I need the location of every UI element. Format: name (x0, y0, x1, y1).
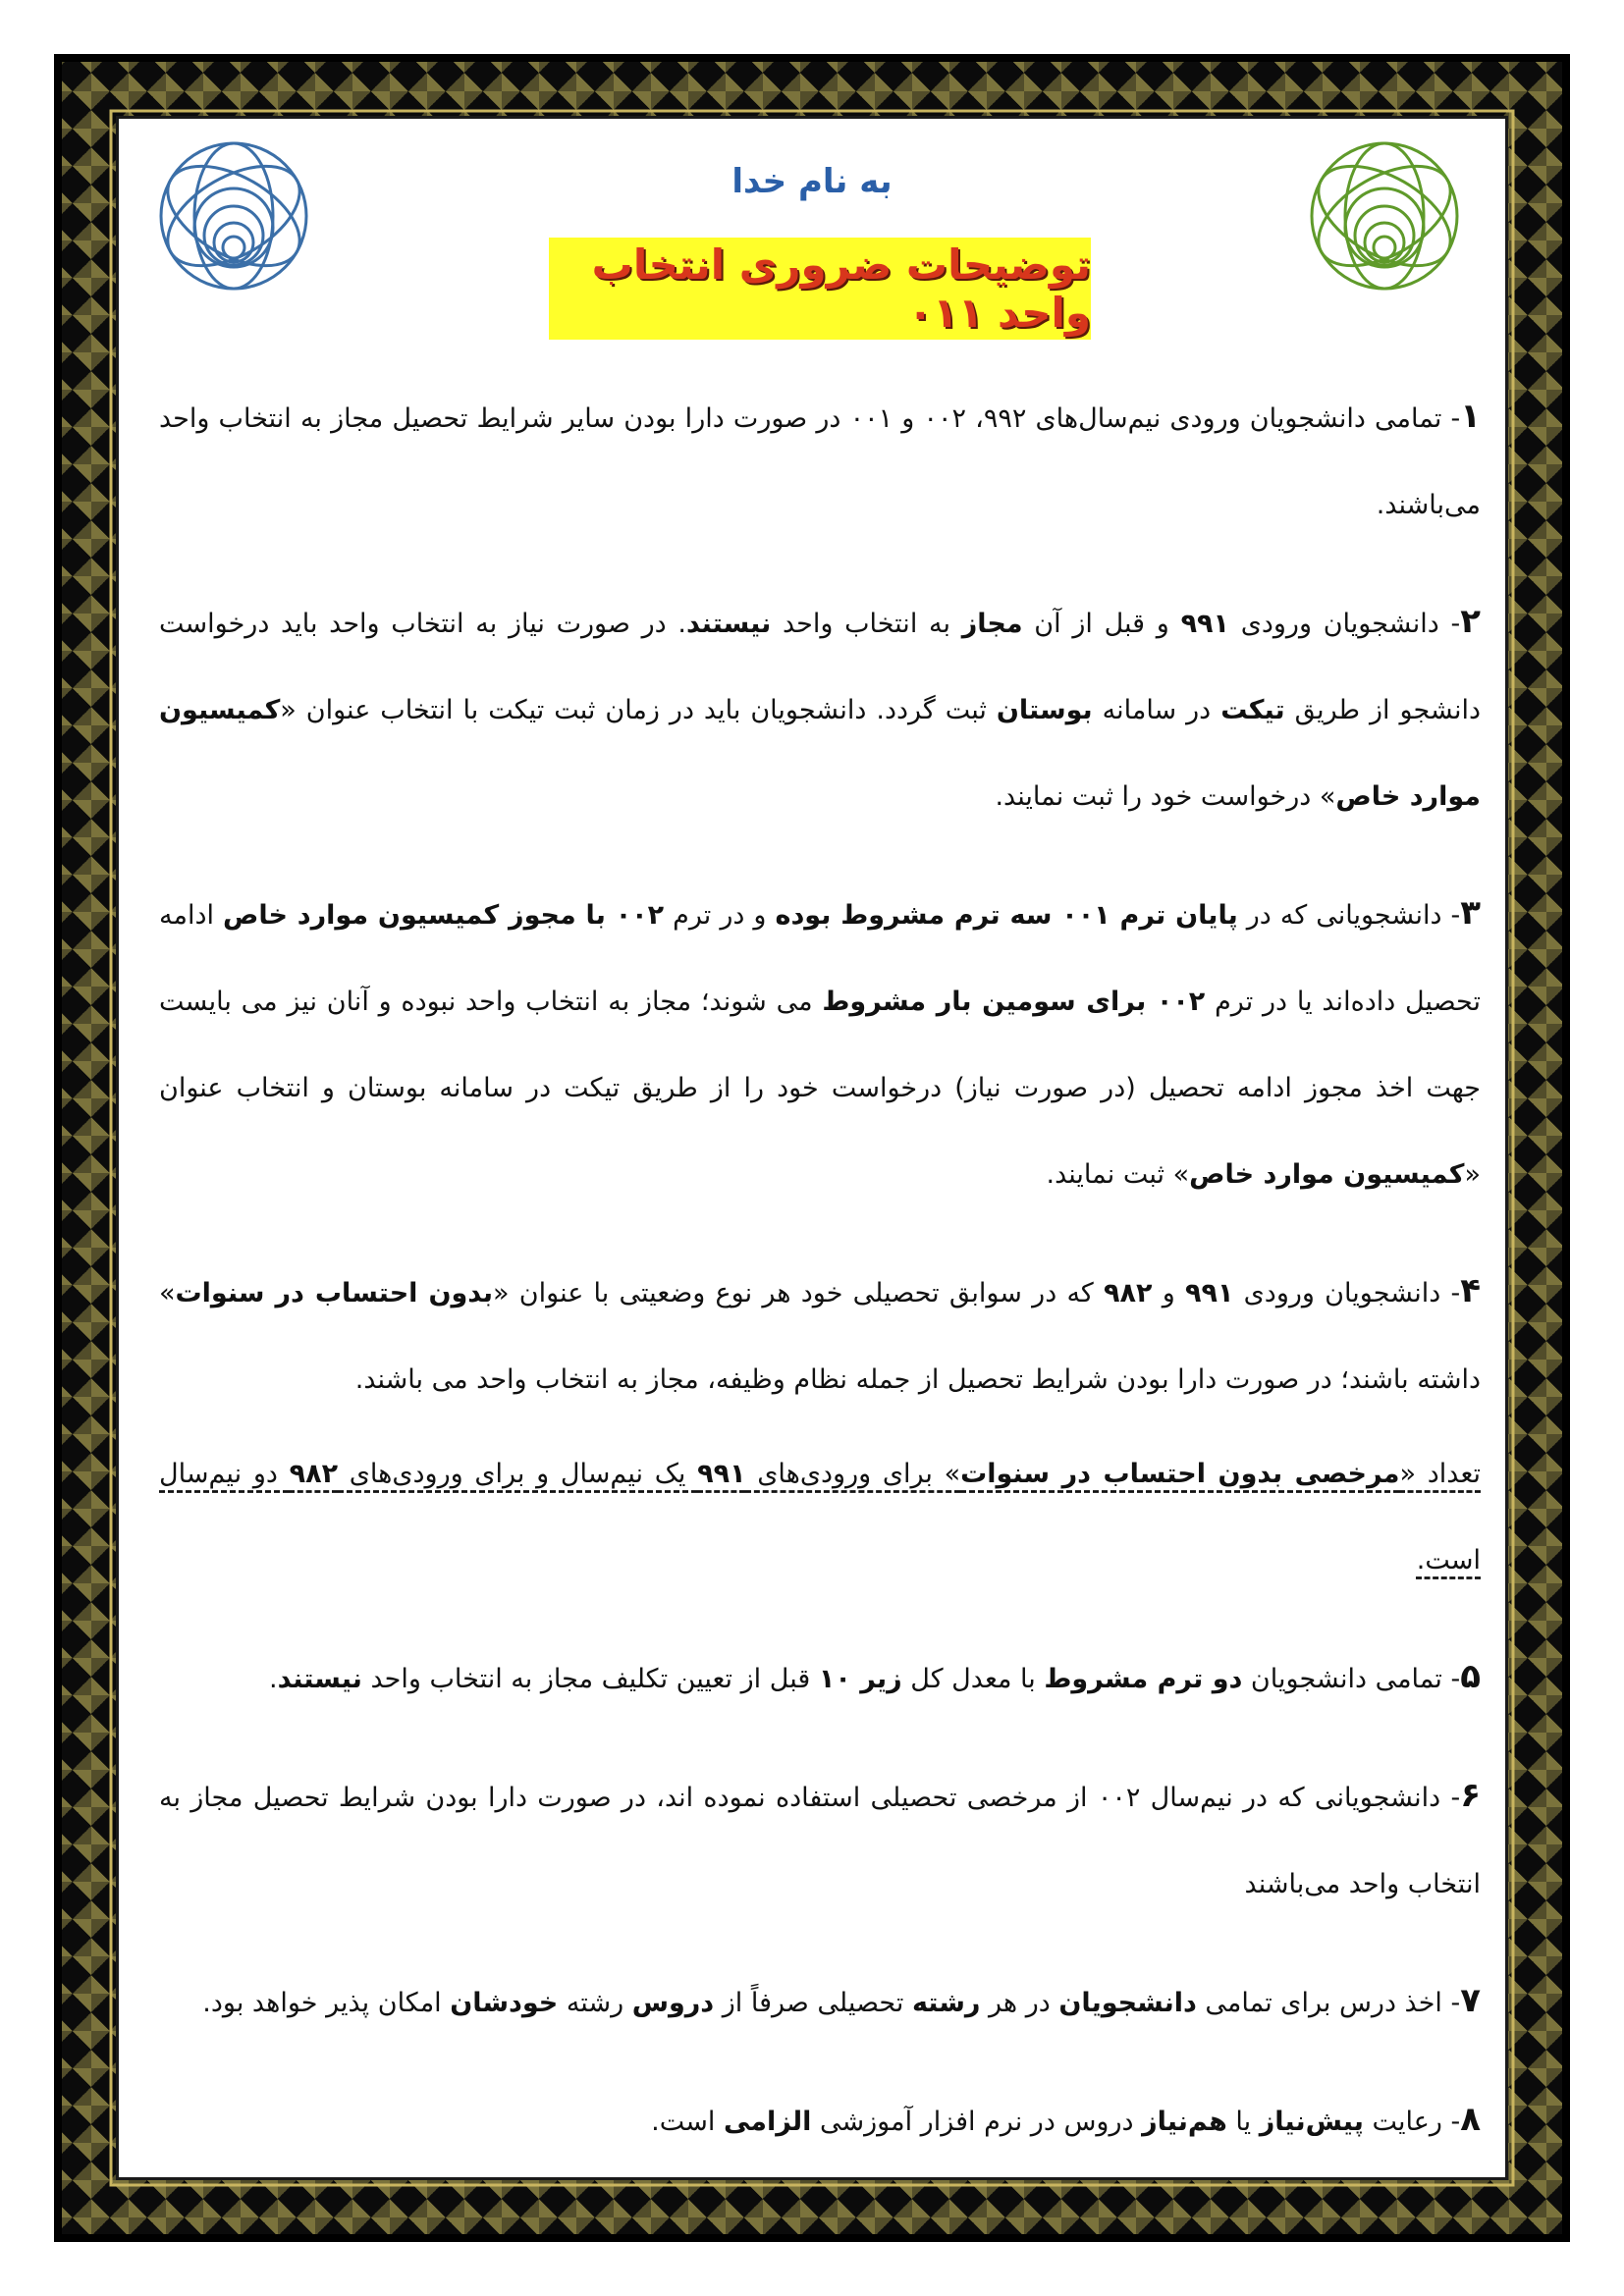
item-emphasis: ۹۸۲ (1104, 1278, 1153, 1308)
item-emphasis: بوستان (996, 695, 1093, 725)
item-emphasis: رشته (911, 1988, 981, 2018)
item-number: ۸ (1460, 2100, 1481, 2139)
item-text: با معدل کل (901, 1664, 1045, 1694)
item-text: که در سوابق تحصیلی خود هر نوع وضعیتی با عنوان « (493, 1278, 1105, 1308)
item-emphasis: کمیسیون موارد خاص (159, 695, 1481, 812)
item-emphasis: نیستند (277, 1664, 362, 1694)
item-text: یک نیم‌سال و برای ورودی‌های (338, 1459, 698, 1489)
item-number: ۳ (1460, 893, 1482, 933)
instruction-item-7 (159, 1957, 1481, 2047)
item-text: به انتخاب واحد (771, 609, 962, 639)
item-text: تحصیلی صرفاً از (714, 1988, 912, 2018)
instruction-item-8 (159, 2076, 1481, 2165)
item-number: ۷ (1460, 1981, 1481, 2020)
item-text: می شوند؛ مجاز به انتخاب واحد نبوده و آنان نیز می بایست جهت اخذ مجوز ادامه تحصیل (در صورت نیاز) درخواست خود را از طریق تیکت در سامانه بوستان و انتخاب عنوان « (159, 987, 1481, 1190)
item-text: و در ترم (664, 900, 776, 931)
item-text: در هر (980, 1988, 1059, 2018)
instruction-item-1 (159, 373, 1481, 549)
item-text: » برای ورودی‌های (745, 1459, 961, 1489)
instruction-item-5 (159, 1633, 1481, 1723)
item-text: دروس در نرم افزار آموزشی (811, 2107, 1143, 2137)
item-emphasis: مرخصی بدون احتساب در سنوات (960, 1459, 1400, 1489)
item-emphasis: کمیسیون موارد خاص (1189, 1159, 1465, 1190)
item-emphasis: ۹۹۱ (1180, 609, 1230, 639)
item-text: - دانشجویانی که در نیم‌سال ۰۰۲ از مرخصی تحصیلی استفاده نموده اند، در صورت دارا بودن شرایط تحصیل مجاز به انتخاب واحد می‌باشند (159, 1783, 1481, 1899)
item-text: - دانشجویان ورودی (1229, 609, 1461, 639)
item-text: و قبل از آن (1022, 609, 1181, 639)
item-text: . (269, 1664, 278, 1694)
instruction-item-3 (159, 870, 1481, 1218)
item-emphasis: خودشان (450, 1988, 559, 2018)
item-text: - اخذ درس برای تمامی (1196, 1988, 1461, 2018)
item-emphasis: دانشجویان (1058, 1988, 1197, 2018)
item-text: ثبت گردد. دانشجویان باید در زمان ثبت تیکت با انتخاب عنوان « (280, 695, 997, 725)
item-emphasis: هم‌نیاز (1142, 2107, 1227, 2137)
item-number: ۶ (1460, 1776, 1481, 1815)
item-text: » داشته باشند؛ در صورت دارا بودن شرایط تحصیل از جمله نظام وظیفه، مجاز به انتخاب واحد می باشند. (159, 1278, 1481, 1395)
item-emphasis: دروس (631, 1988, 715, 2018)
instruction-item-2 (159, 578, 1481, 840)
item-text: . در صورت نیاز به انتخاب واحد باید درخواست دانشجو از طریق (159, 609, 1481, 725)
item-text: در سامانه (1092, 695, 1221, 725)
instruction-item-4 (159, 1248, 1481, 1423)
item-emphasis: دو ترم مشروط (1044, 1664, 1243, 1694)
item-text: - دانشجویان ورودی (1233, 1278, 1461, 1308)
instruction-item-4-note (159, 1431, 1481, 1604)
university-logo-left (155, 137, 312, 294)
item-emphasis: ۰۰۲ با مجوز کمیسیون موارد خاص (223, 900, 665, 931)
item-emphasis: مجاز (961, 609, 1023, 639)
instruction-item-6 (159, 1752, 1481, 1928)
item-emphasis: ۹۸۲ (289, 1459, 339, 1489)
item-text: قبل از تعیین تکلیف مجاز به انتخاب واحد (361, 1664, 819, 1694)
item-text: - تمامی دانشجویان (1242, 1664, 1461, 1694)
item-emphasis: ۹۹۱ (1184, 1278, 1234, 1308)
item-emphasis: بدون احتساب در سنوات (175, 1278, 494, 1308)
page-title: توضیحات ضروری انتخاب واحد ۰۱۱ (591, 240, 1091, 337)
item-number: ۲ (1460, 602, 1481, 641)
university-logo-right (1306, 137, 1463, 294)
item-text: - دانشجویانی که در (1237, 900, 1461, 931)
item-text: دو نیم‌سال است. (159, 1459, 1481, 1575)
item-text: و (1152, 1278, 1185, 1308)
item-emphasis: نیستند (685, 609, 772, 639)
item-number: ۴ (1460, 1271, 1481, 1310)
item-text: - رعایت (1363, 2107, 1461, 2137)
item-emphasis: پیش‌نیاز (1259, 2107, 1364, 2137)
title-banner (549, 238, 1091, 340)
item-emphasis: پایان ترم ۰۰۱ سه ترم مشروط بوده (775, 900, 1238, 931)
item-text: - تمامی دانشجویان ورودی نیم‌سال‌های ۹۹۲، ۰۰۲ و ۰۰۱ در صورت دارا بودن سایر شرایط تحصیل مجاز به انتخاب واحد می‌باشند. (159, 403, 1481, 520)
item-text: امکان پذیر خواهد بود. (202, 1988, 451, 2018)
item-text: » درخواست خود را ثبت نمایند. (995, 781, 1336, 812)
basmala-heading: به نام خدا (731, 162, 893, 201)
item-text: ادامه تحصیل داده‌اند یا در ترم (159, 900, 1482, 1017)
item-text: تعداد « (1399, 1459, 1482, 1489)
item-emphasis: ۹۹۱ (697, 1459, 746, 1489)
item-number: ۱ (1460, 397, 1481, 436)
item-text: یا (1226, 2107, 1260, 2137)
item-emphasis: ۰۰۲ برای سومین بار مشروط (822, 987, 1206, 1017)
item-text: است. (651, 2107, 724, 2137)
item-emphasis: الزامی (723, 2107, 812, 2137)
item-emphasis: تیکت (1220, 695, 1285, 725)
item-text: رشته (558, 1988, 632, 2018)
item-emphasis: زیر ۱۰ (818, 1664, 902, 1694)
item-text: » ثبت نمایند. (1046, 1159, 1190, 1190)
item-number: ۵ (1460, 1657, 1481, 1696)
instructions-body (159, 373, 1481, 2195)
